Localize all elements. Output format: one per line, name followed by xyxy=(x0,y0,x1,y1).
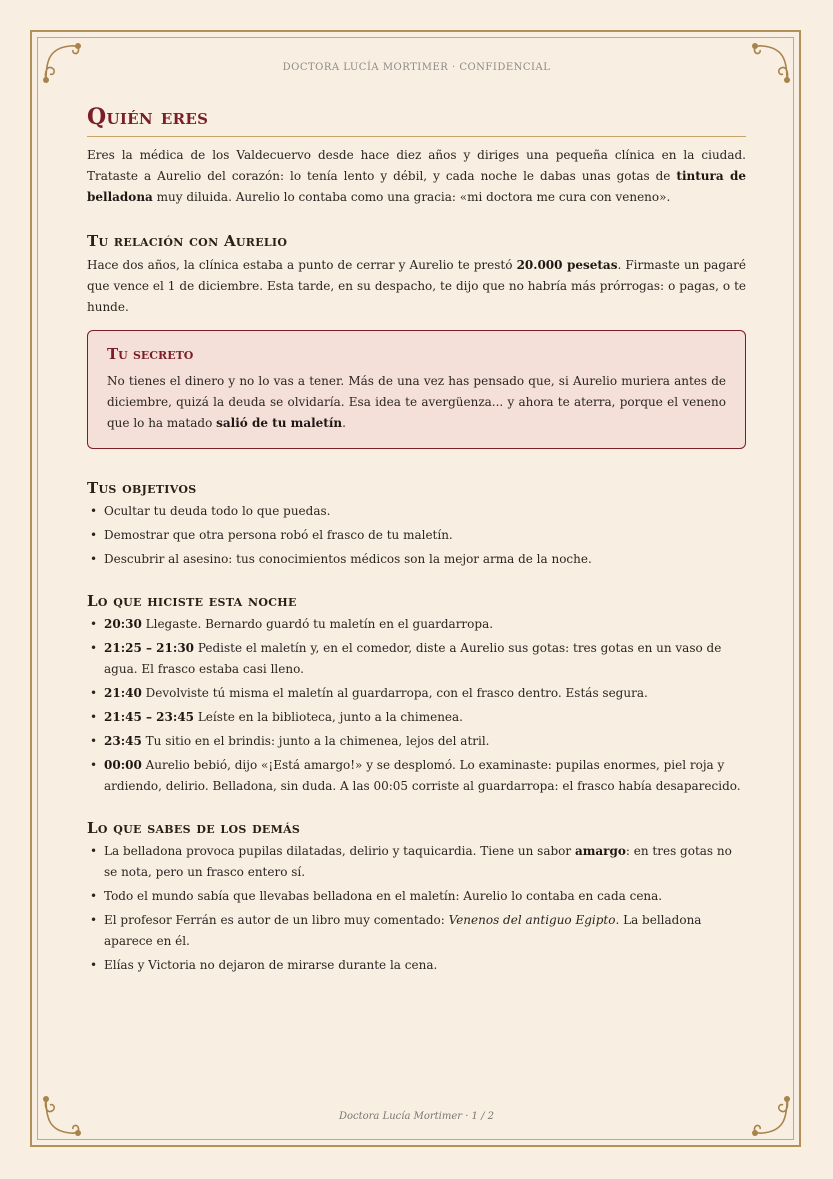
intro-paragraph xyxy=(87,145,746,208)
secret-bold: salió de tu maletín xyxy=(216,416,343,430)
secret-paragraph xyxy=(107,371,726,434)
others-item3-b: . La belladona aparece en él. xyxy=(104,913,702,948)
others-item3-a: El profesor Ferrán es autor de un libro muy comentado: xyxy=(104,913,449,927)
others-item1-a: La belladona provoca pupilas dilatadas, delirio y taquicardia. Tiene un sabor xyxy=(104,844,575,858)
others-item1-bold: amargo xyxy=(574,844,626,858)
section-title-objetivos: Tus objetivos xyxy=(87,479,197,497)
book-title: Venenos del antiguo Egipto xyxy=(448,913,616,927)
secret-text-b: . xyxy=(342,416,346,430)
section-title-quien-eres: Quién eres xyxy=(87,104,746,137)
secret-text-a: No tienes el dinero y no lo vas a tener. Más de una vez has pensado que, si Aurelio muriera antes de diciembre, quizá la deuda se olvidaría. Esa idea te avergüenza... y ahora te aterra, porque el veneno que lo ha matado xyxy=(107,374,726,430)
timeline-text: Pediste el maletín y, en el comedor, diste a Aurelio sus gotas: tres gotas en un vaso de agua. El frasco estaba casi lleno. xyxy=(104,641,722,676)
objectives-list xyxy=(87,501,746,570)
timeline-time: 23:45 xyxy=(104,734,142,748)
timeline-text: Llegaste. Bernardo guardó tu maletín en el guardarropa. xyxy=(141,617,494,631)
relation-text-a: Hace dos años, la clínica estaba a punto de cerrar y Aurelio te prestó xyxy=(87,258,517,272)
section-title-los-demas: Lo que sabes de los demás xyxy=(87,819,301,837)
relation-paragraph xyxy=(87,255,746,318)
timeline-item xyxy=(87,707,746,728)
timeline-text: Aurelio bebió, dijo «¡Está amargo!» y se desplomó. Lo examinaste: pupilas enormes, piel roja y ardiendo, delirio. Belladona, sin duda. A las 00:05 corriste al guardarropa: el frasco había desaparecido. xyxy=(104,758,741,793)
list-item: • Demostrar que otra persona robó el frasco de tu maletín. xyxy=(87,525,746,546)
timeline-text: Tu sitio en el brindis: junto a la chimenea, lejos del atril. xyxy=(141,734,490,748)
page-header: DOCTORA LUCÍA MORTIMER · CONFIDENCIAL xyxy=(282,62,551,73)
list-item: • Ocultar tu deuda todo lo que puedas. xyxy=(87,501,746,522)
timeline-text: Devolviste tú misma el maletín al guardarropa, con el frasco dentro. Estás segura. xyxy=(141,686,648,700)
page-footer: Doctora Lucía Mortimer · 1 / 2 xyxy=(338,1111,495,1122)
secret-title: Tu secreto xyxy=(107,345,194,363)
list-item: • Elías y Victoria no dejaron de mirarse durante la cena. xyxy=(87,955,746,976)
others-list xyxy=(87,841,746,976)
list-item: • Todo el mundo sabía que llevabas belladona en el maletín: Aurelio lo contaba en cada cena. xyxy=(87,886,746,907)
timeline-item xyxy=(87,683,746,704)
list-item xyxy=(87,841,746,883)
list-item: • Descubrir al asesino: tus conocimientos médicos son la mejor arma de la noche. xyxy=(87,549,746,570)
timeline-list xyxy=(87,614,746,797)
timeline-text: Leíste en la biblioteca, junto a la chimenea. xyxy=(194,710,463,724)
relation-bold: 20.000 pesetas xyxy=(516,258,618,272)
relation-text-b: . Firmaste un pagaré que vence el 1 de diciembre. Esta tarde, en su despacho, te dijo que no habría más prórrogas: o pagas, o te hunde. xyxy=(87,258,747,314)
timeline-item xyxy=(87,614,746,635)
timeline-time: 21:45 – 23:45 xyxy=(104,710,195,724)
others-item1-b: : en tres gotas no se nota, pero un frasco entero sí. xyxy=(104,844,732,879)
intro-text-b: muy diluida. Aurelio lo contaba como una gracia: «mi doctora me cura con veneno». xyxy=(152,190,671,204)
section-title-relacion: Tu relación con Aurelio xyxy=(87,232,288,250)
document-body xyxy=(87,104,746,979)
intro-text-a: Eres la médica de los Valdecuervo desde hace diez años y diriges una pequeña clínica en la ciudad. Trataste a Aurelio del corazón: lo tenía lento y débil, y cada noche le dabas unas gotas de xyxy=(87,148,746,183)
section-title-esta-noche: Lo que hiciste esta noche xyxy=(87,592,297,610)
timeline-time: 20:30 xyxy=(104,617,142,631)
secret-box xyxy=(87,330,746,449)
timeline-time: 00:00 xyxy=(104,758,142,772)
timeline-item xyxy=(87,731,746,752)
timeline-time: 21:25 – 21:30 xyxy=(104,641,195,655)
timeline-item xyxy=(87,638,746,680)
timeline-item xyxy=(87,755,746,797)
list-item xyxy=(87,910,746,952)
intro-bold: tintura de belladona xyxy=(87,169,746,204)
timeline-time: 21:40 xyxy=(104,686,142,700)
